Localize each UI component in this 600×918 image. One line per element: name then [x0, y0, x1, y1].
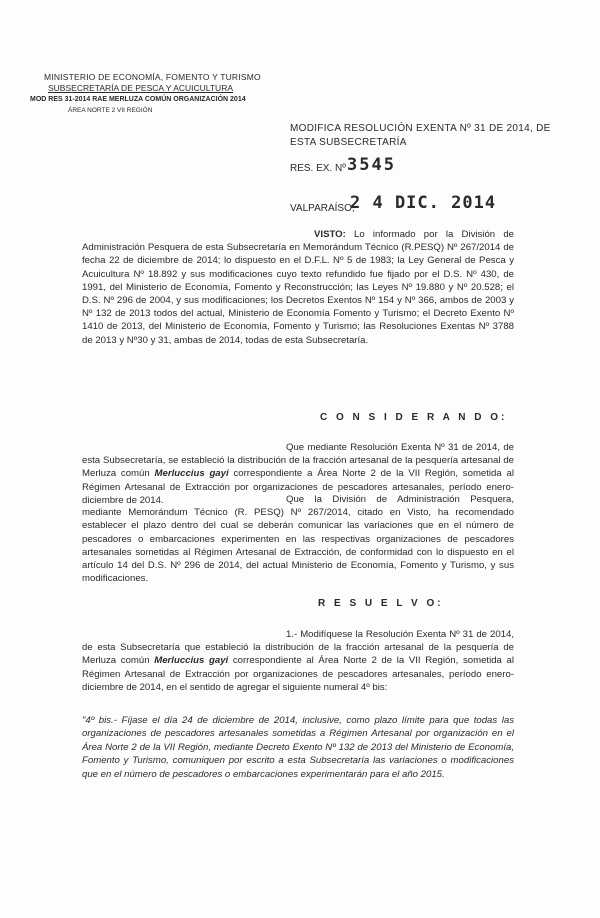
resolution-number: 3545: [347, 155, 396, 175]
resolution-label: RES. EX. Nº: [290, 163, 346, 174]
considerando-heading: C O N S I D E R A N D O:: [320, 412, 508, 423]
species-name: Merluccius gayi: [154, 655, 229, 667]
numeral-4-bis-quote: "4º bis.- Fíjase el día 24 de diciembre de 2014, inclusive, como plazo límite para que todas las organizaciones de pescadores artesanales sometidas a Régimen Artesanal por organización en el Área Norte 2 de la VII Región, mediante Decreto Exento Nº 132 de 2013 del Ministerio de Economía, Fomento y Turismo, comuniquen por escrito a esta Subsecretaría las variaciones o modificaciones que en el número de pescadores o embarcaciones experimentarán para el año 2015.: [82, 715, 514, 780]
considerando-paragraph-2: Que la División de Administración Pesquera, mediante Memorándum Técnico (R. PESQ) Nº 267/2014, citado en Visto, ha recomendado establecer el plazo dentro del cual se deberán comunicar las variaciones que en el número de pescadores o embarcaciones experimenten en las respectivas organizaciones de pescadores artesanales sometidas al Régimen Artesanal de Extracción, de conformidad con lo dispuesto en el artículo 14 del D.S. Nº 296 de 2014, del actual Ministerio de Economía, Fomento y Turismo, y sus modificaciones.: [82, 494, 514, 585]
letterhead: [30, 72, 270, 116]
area-label: ÁREA NORTE 2 VII REGIÓN: [68, 107, 153, 114]
resuelvo-heading: R E S U E L V O:: [318, 598, 444, 609]
species-name: Merluccius gayi: [154, 468, 229, 480]
resuelvo-p1-text-b: correspondiente al Área Norte 2 de la VII Región, sometida al Régimen Artesanal de Extracción por organizaciones de pescadores artesanales, período enero-diciembre de 2014, en el sentido de agregar el siguiente numeral 4º bis:: [82, 655, 514, 693]
visto-text: Lo informado por la División de Administración Pesquera de esta Subsecretaría en Memorándum Técnico (R.PESQ) Nº 267/2014 de fecha 22 de diciembre de 2014; lo dispuesto en el D.F.L. Nº 5 de 1983; la Ley General de Pesca y Acuicultura Nº 18.892 y sus modificaciones cuyo texto refundido fue fijado por el D.S. Nº 430, de 1991, del Ministerio de Economía, Fomento y Reconstrucción; las Leyes Nº 19.880 y Nº 20.528; el D.S. Nº 296 de 2004, y sus modificaciones; los Decretos Exentos Nº 154 y Nº 366, ambos de 2003 y Nº 132 de 2013 todos del actual, Ministerio de Economía Fomento y Turismo; el Decreto Exento Nº 1410 de 2013, del Ministerio de Economía, Fomento y Turismo; las Resoluciones Exentas Nº 3788 de 2013 y Nº30 y 31, ambas de 2014, todas de esta Subsecretaría.: [82, 229, 514, 346]
considerando-p1-text-b: correspondiente a Área Norte 2 de la VII Región, sometida al Régimen Artesanal de Extracción por organizaciones de pescadores artesanales, período enero-diciembre de 2014.: [82, 468, 515, 506]
subsecretaria-name: SUBSECRETARÍA DE PESCA Y ACUICULTURA: [48, 83, 234, 93]
resuelvo-p1-text-a: 1.- Modifíquese la Resolución Exenta Nº 31 de 2014, de esta Subsecretaría que estableció la distribución de la fracción artesanal de la pesquería de Merluza común: [82, 629, 514, 667]
reference-code: MOD RES 31-2014 RAE MERLUZA COMÚN ORGANIZACIÓN 2014: [30, 96, 246, 103]
considerando-p1-text-a: Que mediante Resolución Exenta Nº 31 de 2014, de esta Subsecretaría, se estableció la distribución de la fracción artesanal de la pesquería artesanal de Merluza común: [82, 442, 514, 480]
date-stamp: 2 4 DIC. 2014: [350, 193, 497, 213]
resolution-subject: MODIFICA RESOLUCIÓN EXENTA Nº 31 DE 2014, DE ESTA SUBSECRETARÍA: [290, 123, 551, 148]
place-label: VALPARAÍSO,: [290, 203, 355, 214]
resuelvo-paragraph-1: [82, 628, 514, 694]
visto-section: [82, 228, 514, 347]
ministry-name: MINISTERIO DE ECONOMÍA, FOMENTO Y TURISMO: [44, 72, 261, 82]
visto-paragraph: [82, 228, 514, 347]
visto-label: VISTO:: [314, 229, 346, 240]
